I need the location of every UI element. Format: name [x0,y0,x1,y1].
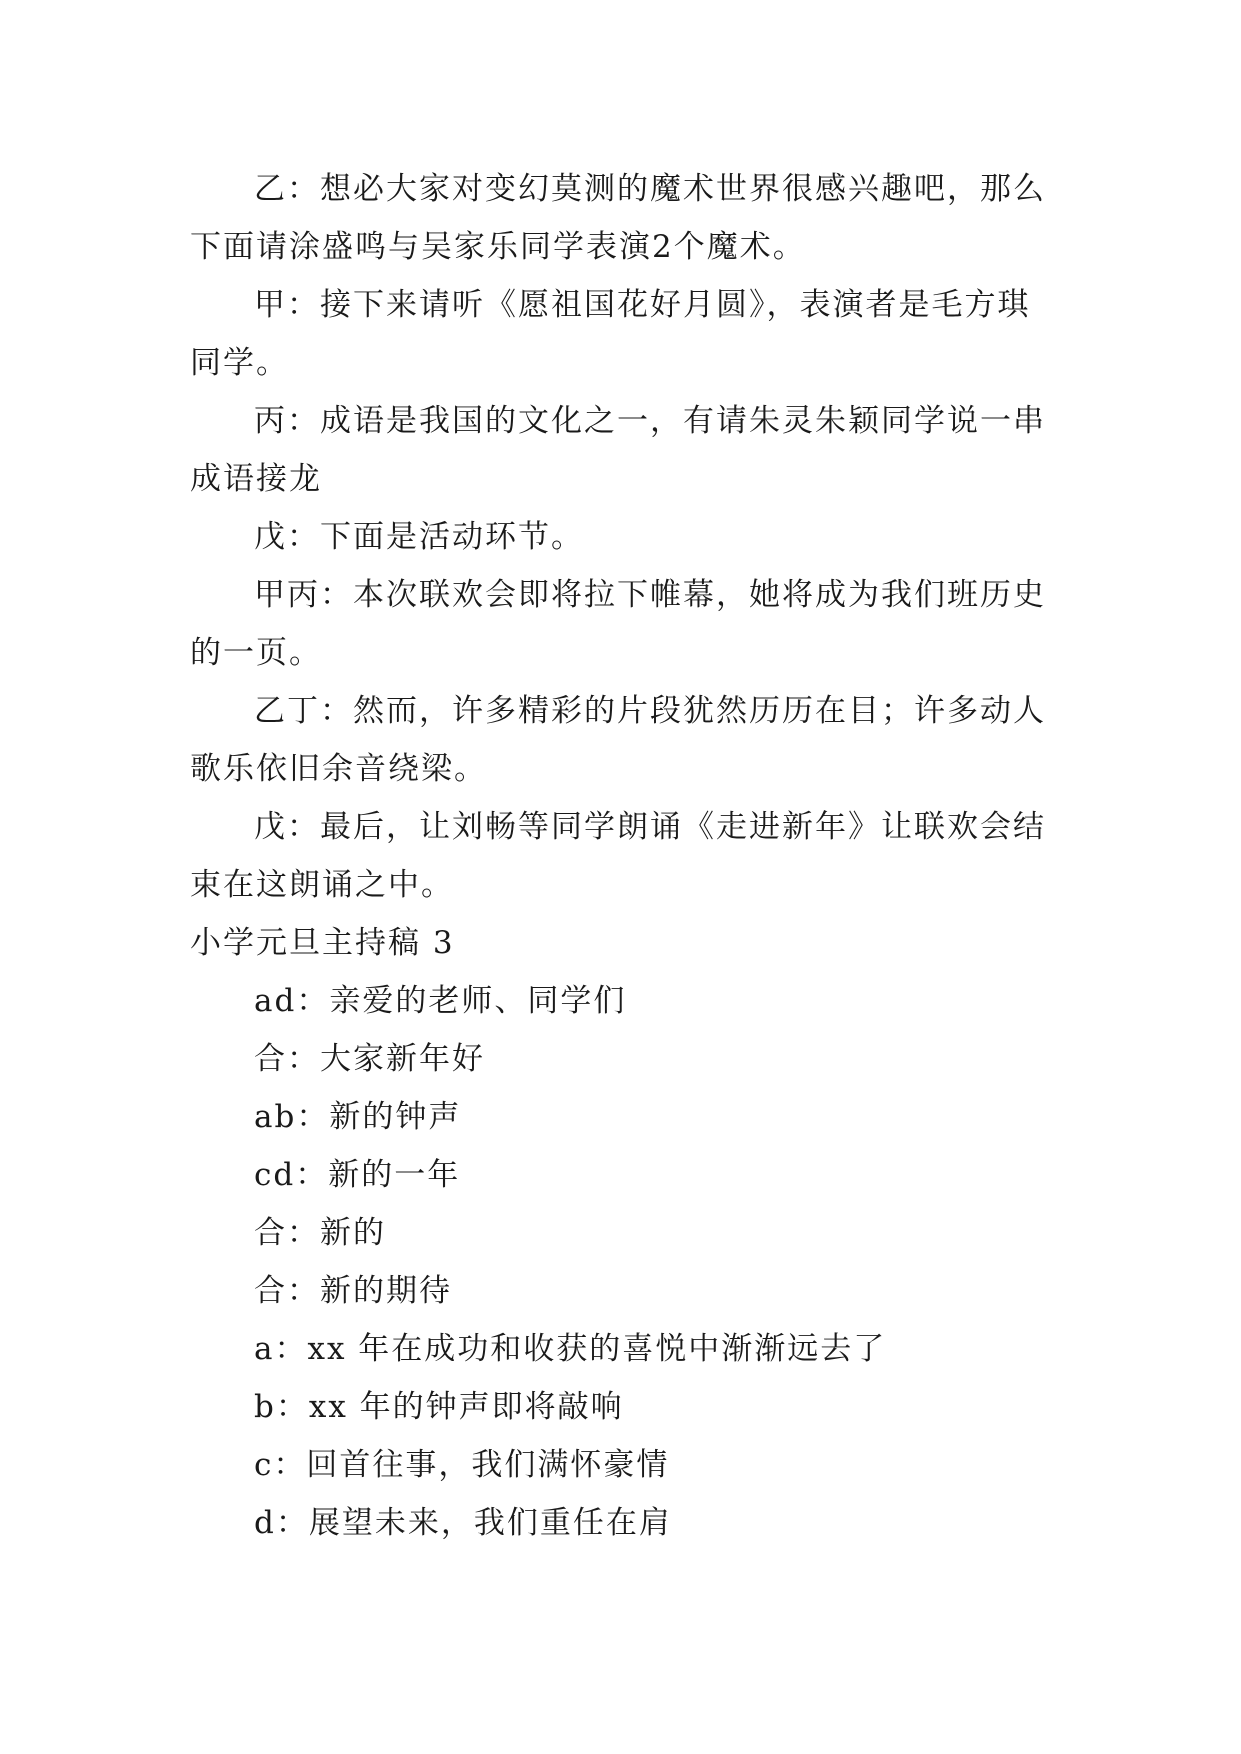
paragraph-1: 乙：想必大家对变幻莫测的魔术世界很感兴趣吧，那么下面请涂盛鸣与吴家乐同学表演2个魔术。 [190,171,1046,265]
paragraph-6: 乙丁：然而，许多精彩的片段犹然历历在目；许多动人歌乐依旧余音绕梁。 [190,693,1046,787]
paragraph-11: cd：新的一年 [254,1157,461,1193]
paragraph-12: 合：新的 [254,1215,386,1251]
paragraph-3: 丙：成语是我国的文化之一，有请朱灵朱颖同学说一串成语接龙 [190,403,1046,497]
paragraph-5: 甲丙：本次联欢会即将拉下帷幕，她将成为我们班历史的一页。 [190,577,1046,671]
paragraph-14: a：xx 年在成功和收获的喜悦中渐渐远去了 [254,1331,887,1367]
paragraph-7: 戊：最后，让刘畅等同学朗诵《走进新年》让联欢会结束在这朗诵之中。 [190,809,1046,903]
paragraph-4: 戊：下面是活动环节。 [254,519,584,555]
paragraph-16: c：回首往事，我们满怀豪情 [254,1447,670,1483]
paragraph-2: 甲：接下来请听《愿祖国花好月圆》，表演者是毛方琪同学。 [190,287,1031,381]
paragraph-13: 合：新的期待 [254,1273,452,1309]
paragraph-17: d：展望未来，我们重任在肩 [254,1505,672,1541]
section-heading: 小学元旦主持稿 3 [190,925,455,961]
document-body [190,160,1060,1552]
paragraph-15: b：xx 年的钟声即将敲响 [254,1389,624,1425]
paragraph-9: 合：大家新年好 [254,1041,485,1077]
paragraph-8: ad：亲爱的老师、同学们 [254,983,627,1019]
paragraph-10: ab：新的钟声 [254,1099,462,1135]
